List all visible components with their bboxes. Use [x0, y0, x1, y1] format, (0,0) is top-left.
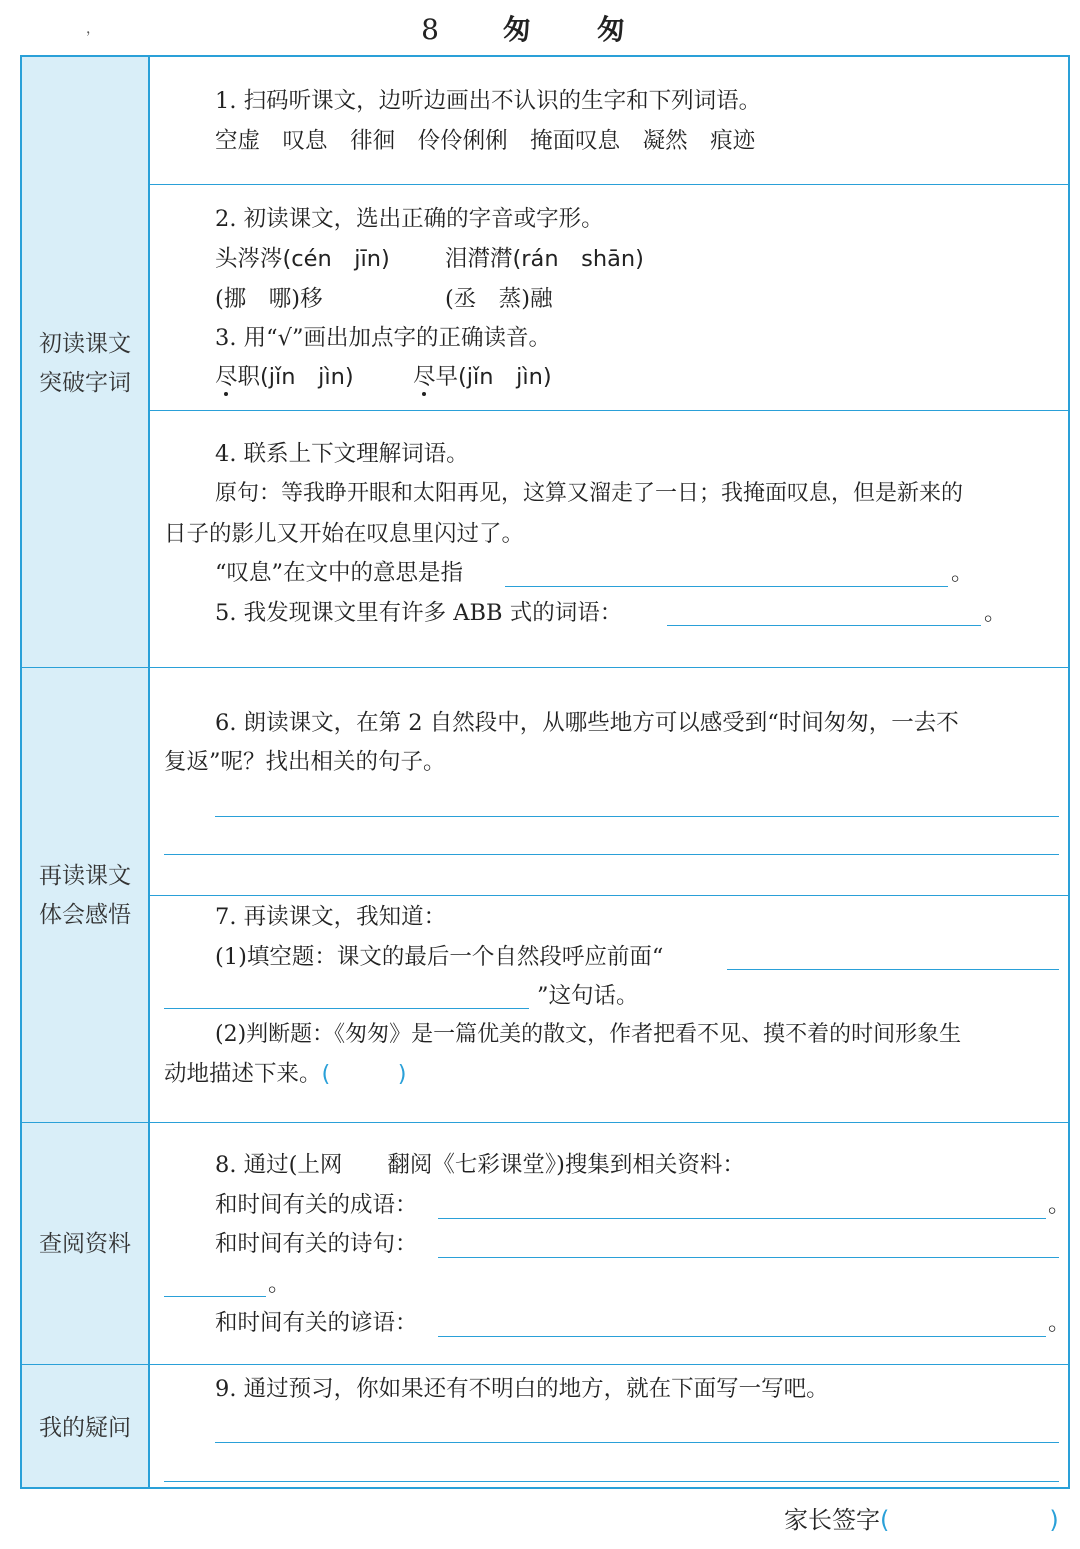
- q2-item-2: 泪潸潸(rán shān): [445, 246, 644, 272]
- q7-judge-line1: (2)判断题：《匆匆》是一篇优美的散文，作者把看不见、摸不着的时间形象生: [215, 1022, 962, 1047]
- section-label-first-read: 初读课文 突破字词: [39, 331, 131, 396]
- q4-original-line2: 日子的影儿又开始在叹息里闪过了。: [164, 521, 525, 547]
- section-sidebar: [22, 57, 150, 1487]
- worksheet-frame: 初读课文 突破字词 再读课文 体会感悟 查阅资料 我的疑问 1. 扫码听课文，边听边画出不认识的生字和下列词语。 空虚 叹息 徘徊 伶伶俐俐 掩面叹息 凝然 痕迹 2. 初读课文，选出正确的字音或字形。 头涔涔(cén jīn) 泪潸潸(rán shān) (挪 哪)移 (丞 蒸)融 3. 用“√”画出加点字的正确读音。 尽职(jǐn jìn) 尽早(jǐn jìn) 4. 联系上下文理解词语。 原句：等我睁开眼和太阳再见，这算又溜走了一日；我掩面叹息，但是新来的 日子的影儿又开始在叹息里闪过了。 “叹息”在文中的意思是指 。 5. 我发现课文里有许多 ABB 式的词语： 。 6. 朗读课文，在第 2 自然段中，从哪些地方可以感受到“时间匆匆，一去不 复返”呢？找出相关的句子。 7. 再读课文，我知道： (1)填空题：课文的最后一个自然段呼应前面“ ”这句话。 (2)判断题：《匆匆》是一篇优美的散文，作者把看不见、摸不着的时间形象生 动地描述下来。( ) 8. 通过(上网 翻阅《七彩课堂》)搜集到相关资料： 和时间有关的成语： 。 和时间有关的诗句： 。 和时间有关的谚语： 。 9. 通过预习，你如果还有不明白的地方，就在下面写一写吧。: [20, 55, 1070, 1489]
- q1-prompt: 1. 扫码听课文，边听边画出不认识的生字和下列词语。: [215, 88, 762, 114]
- q8-proverbs-label: 和时间有关的谚语：: [215, 1310, 418, 1336]
- section-divider: [22, 1122, 1068, 1123]
- q6-answer-line[interactable]: [164, 854, 1059, 855]
- q1-words: 空虚 叹息 徘徊 伶伶俐俐 掩面叹息 凝然 痕迹: [215, 128, 756, 154]
- q4-end: 。: [951, 560, 974, 586]
- q2-item-4: (丞 蒸)融: [445, 286, 553, 312]
- q5-text: 5. 我发现课文里有许多 ABB 式的词语：: [215, 600, 623, 626]
- q7-judge-line2: 动地描述下来。( ): [164, 1061, 407, 1087]
- q7-fill-blank-2[interactable]: [164, 1008, 529, 1009]
- q3-item-1: 尽职(jǐn jìn): [215, 364, 354, 390]
- row-divider: [148, 184, 1068, 185]
- q2-item-3: (挪 哪)移: [215, 286, 323, 312]
- section-label-reread: 再读课文 体会感悟: [39, 863, 131, 928]
- q7-fill-label: (1)填空题：课文的最后一个自然段呼应前面“: [215, 944, 664, 970]
- q4-meaning-label: “叹息”在文中的意思是指: [215, 560, 464, 586]
- q5-end: 。: [984, 600, 1007, 626]
- q8-poems-label: 和时间有关的诗句：: [215, 1231, 418, 1257]
- lesson-number: 8: [421, 13, 441, 46]
- q9-answer-line[interactable]: [164, 1481, 1059, 1482]
- q8-prompt: 8. 通过(上网 翻阅《七彩课堂》)搜集到相关资料：: [215, 1152, 745, 1178]
- q8-poems-blank-2[interactable]: [164, 1296, 266, 1297]
- row-divider: [148, 895, 1068, 896]
- section-label-questions: 我的疑问: [39, 1415, 131, 1441]
- section-divider: [22, 667, 1068, 668]
- q9-answer-line[interactable]: [215, 1442, 1059, 1443]
- q3-prompt: 3. 用“√”画出加点字的正确读音。: [215, 325, 551, 351]
- q6-answer-line[interactable]: [215, 816, 1059, 817]
- q8-idioms-label: 和时间有关的成语：: [215, 1192, 418, 1218]
- q2-item-1: 头涔涔(cén jīn): [215, 246, 390, 272]
- page-title: 8 匆 匆: [421, 13, 627, 46]
- q6-line1: 6. 朗读课文，在第 2 自然段中，从哪些地方可以感受到“时间匆匆，一去不: [215, 710, 959, 736]
- q5-answer-blank[interactable]: [667, 625, 981, 626]
- q7-fill-end: ”这句话。: [537, 983, 639, 1009]
- q8-poems-blank[interactable]: [438, 1257, 1059, 1258]
- q7-fill-blank[interactable]: [727, 969, 1059, 970]
- q2-prompt: 2. 初读课文，选出正确的字音或字形。: [215, 206, 604, 232]
- q4-prompt: 4. 联系上下文理解词语。: [215, 441, 469, 467]
- q9-prompt: 9. 通过预习，你如果还有不明白的地方，就在下面写一写吧。: [215, 1376, 829, 1402]
- corner-mark: ，: [86, 21, 100, 37]
- q8-idioms-blank[interactable]: [438, 1218, 1046, 1219]
- q7-judge-answer[interactable]: ( ): [321, 1061, 407, 1087]
- section-divider: [22, 1364, 1068, 1365]
- q7-prompt: 7. 再读课文，我知道：: [215, 904, 447, 930]
- q6-line2: 复返”呢？找出相关的句子。: [164, 749, 446, 775]
- q8-proverbs-blank[interactable]: [438, 1336, 1046, 1337]
- q4-answer-blank[interactable]: [505, 586, 948, 587]
- q4-original-line1: 原句：等我睁开眼和太阳再见，这算又溜走了一日；我掩面叹息，但是新来的: [215, 481, 964, 506]
- parent-signature: 家长签字( ): [784, 1506, 1059, 1534]
- section-label-research: 查阅资料: [39, 1231, 131, 1257]
- q3-item-2: 尽早(jǐn jìn): [413, 364, 552, 390]
- row-divider: [148, 410, 1068, 411]
